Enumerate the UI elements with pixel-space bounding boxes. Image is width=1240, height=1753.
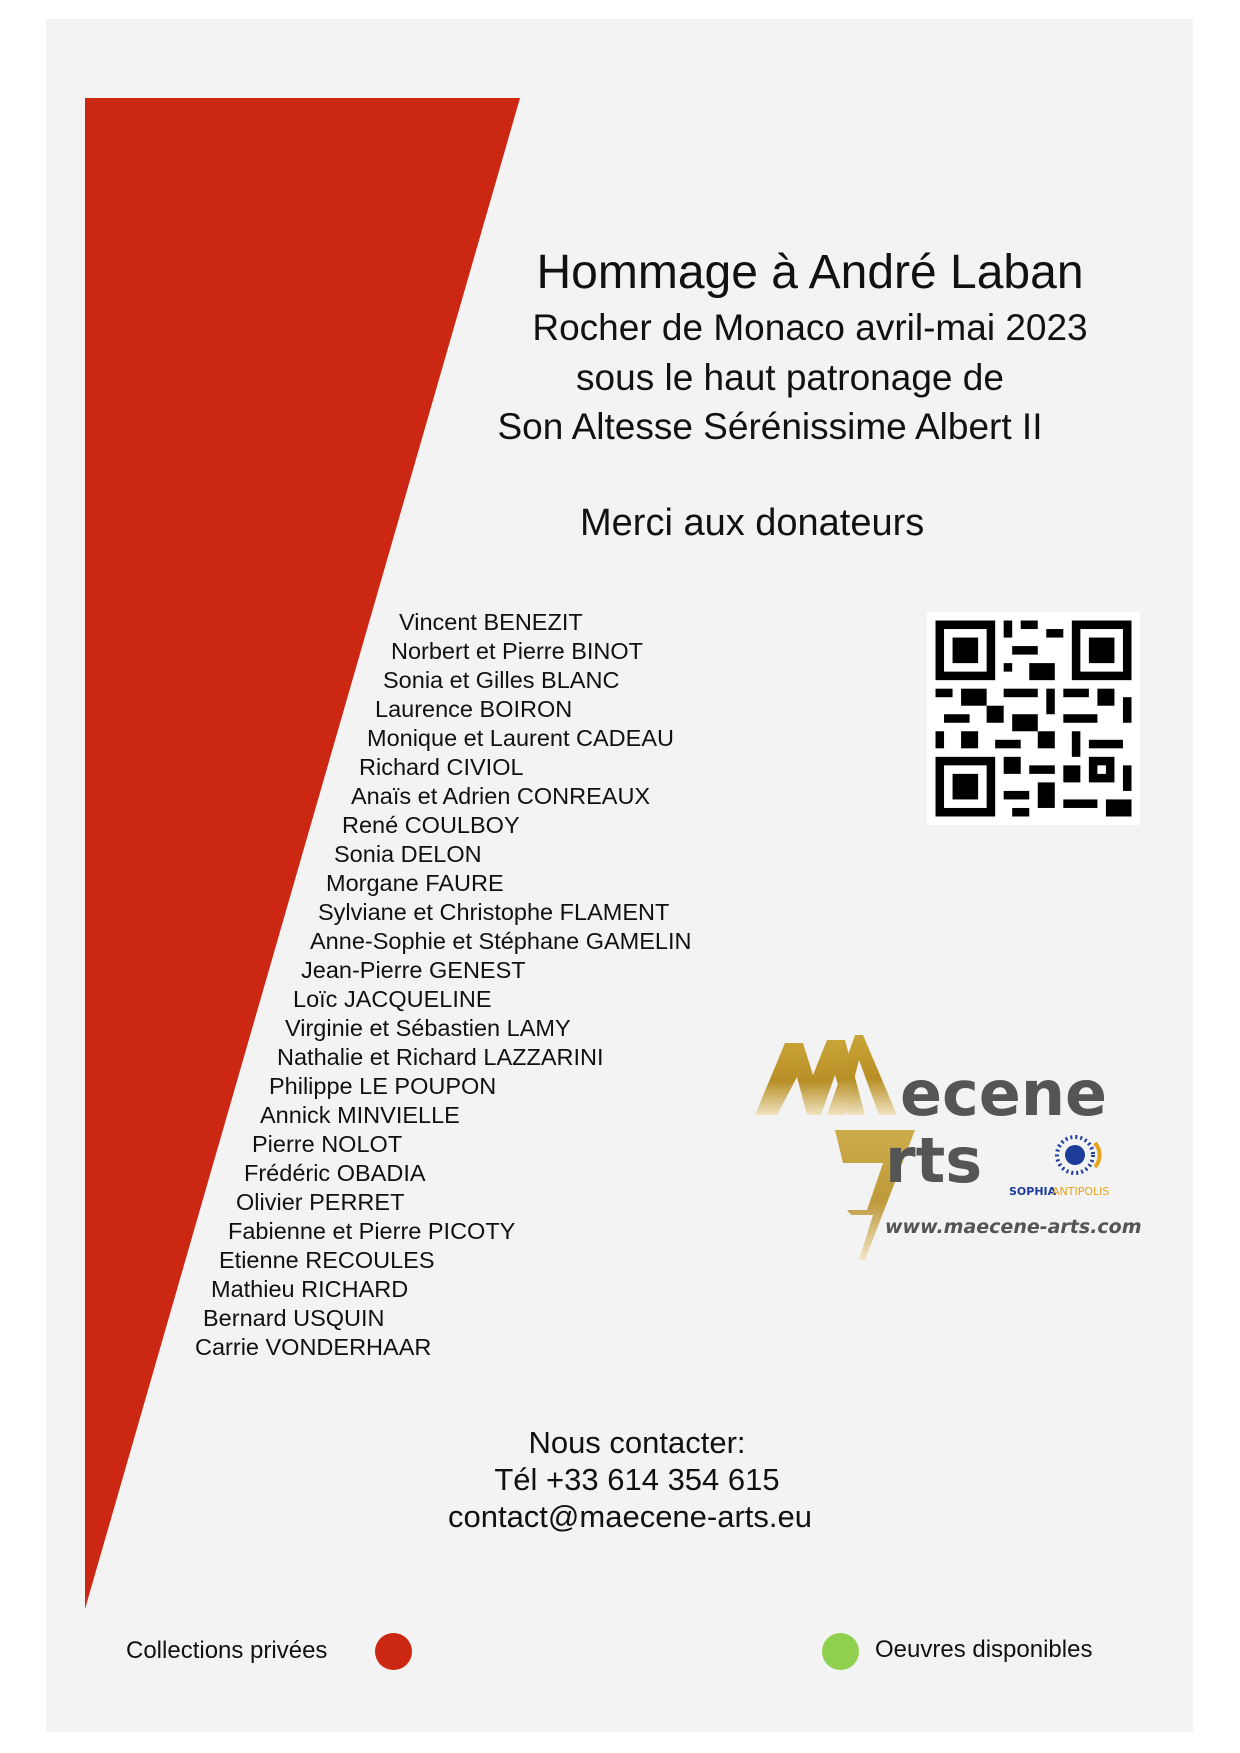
- donor-name: Anaïs et Adrien CONREAUX: [351, 783, 651, 809]
- maecene-arts-logo[interactable]: [755, 1035, 1145, 1270]
- thanks-heading: Merci aux donateurs: [580, 502, 925, 544]
- donor-name: Loïc JACQUELINE: [293, 986, 492, 1012]
- donor-name: Virginie et Sébastien LAMY: [285, 1015, 571, 1041]
- legend-dot-green: [822, 1633, 859, 1670]
- donor-name: Philippe LE POUPON: [269, 1073, 497, 1099]
- donor-name: Nathalie et Richard LAZZARINI: [277, 1044, 604, 1070]
- donor-name: Richard CIVIOL: [359, 754, 524, 780]
- donor-name: Etienne RECOULES: [219, 1247, 435, 1273]
- contact-email[interactable]: contact@maecene-arts.eu: [447, 1499, 813, 1534]
- donor-name: Olivier PERRET: [236, 1189, 405, 1215]
- donor-name: Vincent BENEZIT: [399, 609, 583, 635]
- legend-dot-red: [375, 1633, 412, 1670]
- donor-name: Carrie VONDERHAAR: [195, 1334, 432, 1360]
- legend-label-private: Collections privées: [126, 1637, 328, 1664]
- donor-name: Laurence BOIRON: [375, 696, 573, 722]
- partner-antipolis: ANTIPOLIS: [1052, 1185, 1110, 1198]
- donor-name: Sonia et Gilles BLANC: [383, 667, 620, 693]
- donor-name: Pierre NOLOT: [252, 1131, 403, 1157]
- donor-name: Sylviane et Christophe FLAMENT: [318, 899, 670, 925]
- donor-name: Morgane FAURE: [326, 870, 504, 896]
- patron-name: Son Altesse Sérénissime Albert II: [497, 406, 1043, 447]
- logo-word-rts: rts: [885, 1124, 983, 1197]
- contact-heading: Nous contacter:: [528, 1425, 746, 1460]
- donor-name: Anne-Sophie et Stéphane GAMELIN: [310, 928, 692, 954]
- sophia-antipolis-icon: [1057, 1137, 1100, 1173]
- donor-name: Fabienne et Pierre PICOTY: [228, 1218, 516, 1244]
- donor-name: Norbert et Pierre BINOT: [391, 638, 644, 664]
- donor-name: Monique et Laurent CADEAU: [367, 725, 674, 751]
- donor-name: Jean-Pierre GENEST: [301, 957, 526, 983]
- donor-name: Bernard USQUIN: [203, 1305, 385, 1331]
- donor-name: Annick MINVIELLE: [260, 1102, 460, 1128]
- donor-name: Frédéric OBADIA: [244, 1160, 426, 1186]
- legend-label-available: Oeuvres disponibles: [875, 1636, 1093, 1663]
- page-title: Hommage à André Laban: [536, 246, 1084, 299]
- logo-url: www.maecene-arts.com: [885, 1216, 1142, 1238]
- donor-name: René COULBOY: [342, 812, 520, 838]
- qr-code-pattern: [927, 612, 1140, 825]
- donor-name: Mathieu RICHARD: [211, 1276, 409, 1302]
- contact-phone[interactable]: Tél +33 614 354 615: [494, 1462, 780, 1497]
- donor-name: Sonia DELON: [334, 841, 482, 867]
- qr-code[interactable]: [927, 612, 1140, 825]
- logo-word-ecene: ecene: [900, 1057, 1108, 1130]
- patronage-line: sous le haut patronage de: [576, 357, 1004, 398]
- partner-sophia: SOPHIA: [1009, 1185, 1057, 1198]
- event-location-date: Rocher de Monaco avril-mai 2023: [532, 307, 1088, 348]
